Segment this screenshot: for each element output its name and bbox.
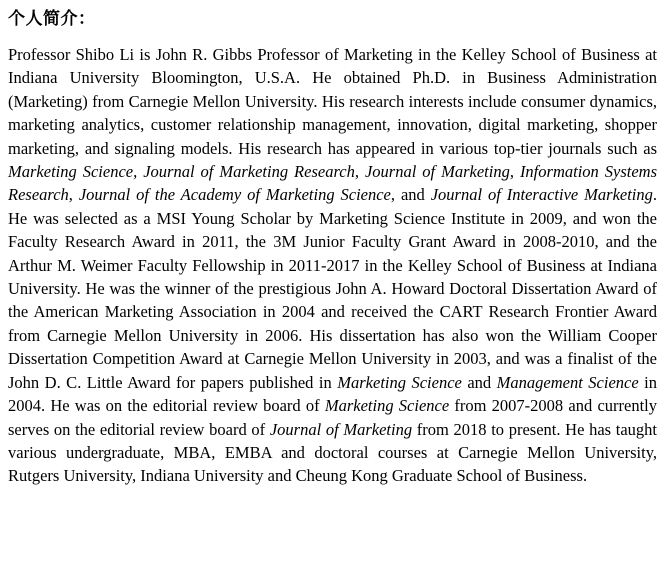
bio-text-run: in 2004. He was on the editorial review board of xyxy=(8,372,658,416)
bio-text-run: , xyxy=(68,185,79,205)
bio-text-run: . He was selected as a MSI Young Scholar by Marketing Science Institute in 2009, and won the Faculty Research Award in 2011, the 3M Junior Faculty Grant Award in 2008-2010, and the Arthur M. Weimer Faculty Fellowship in 2011-2017 in the Kelley School of Business at Indiana University. He was the winner of the prestigious John A. Howard Doctoral Dissertation Award of the American Marketing Association in 2004 and received the CART Research Frontier Award from Carnegie Mellon University in 2006. His dissertation has also won the William Cooper Dissertation Competition Award at Carnegie Mellon University in 2003, and was a finalist of the John D. C. Little Award for papers published in xyxy=(8,185,658,392)
journal-title-italic: Marketing Science xyxy=(8,162,134,182)
bio-paragraph xyxy=(8,43,657,488)
bio-text-run: from 2007-2008 and currently serves on the editorial review board of xyxy=(8,396,657,439)
journal-title-italic: Marketing Science xyxy=(324,396,450,416)
bio-text-run: , and xyxy=(390,185,431,205)
journal-title-italic: Marketing Science xyxy=(337,372,462,392)
journal-title-italic: Management Science xyxy=(496,372,639,392)
bio-text-run: , xyxy=(509,162,520,182)
journal-title-italic: Journal of Marketing xyxy=(364,162,510,182)
bio-text-run: , xyxy=(354,162,365,182)
bio-text-run: and xyxy=(461,372,497,392)
section-heading: 个人简介： xyxy=(8,9,96,28)
bio-text-run: Professor Shibo Li is John R. Gibbs Professor of Marketing in the Kelley School of Business at Indiana University Bloomington, U.S.A. He obtained Ph.D. in Business Administration (Marketing) from Carnegie Mellon University. His research interests include consumer dynamics, marketing analytics, customer relationship management, innovation, digital marketing, shopper marketing, and signaling models. His research has appeared in various top-tier journals such as xyxy=(8,45,657,158)
journal-title-italic: Information Systems Research xyxy=(8,162,657,205)
journal-title-italic: Journal of Marketing Research xyxy=(143,162,355,182)
journal-title-italic: Journal of the Academy of Marketing Science xyxy=(78,185,391,205)
journal-title-italic: Journal of Interactive Marketing xyxy=(430,185,653,205)
bio-text-run: from 2018 to present. He has taught various undergraduate, MBA, EMBA and doctoral courses at Carnegie Mellon University, Rutgers University, Indiana University and Cheung Kong Graduate School of Business. xyxy=(8,419,658,486)
bio-text-run: , xyxy=(133,162,144,182)
journal-title-italic: Journal of Marketing xyxy=(269,419,413,439)
